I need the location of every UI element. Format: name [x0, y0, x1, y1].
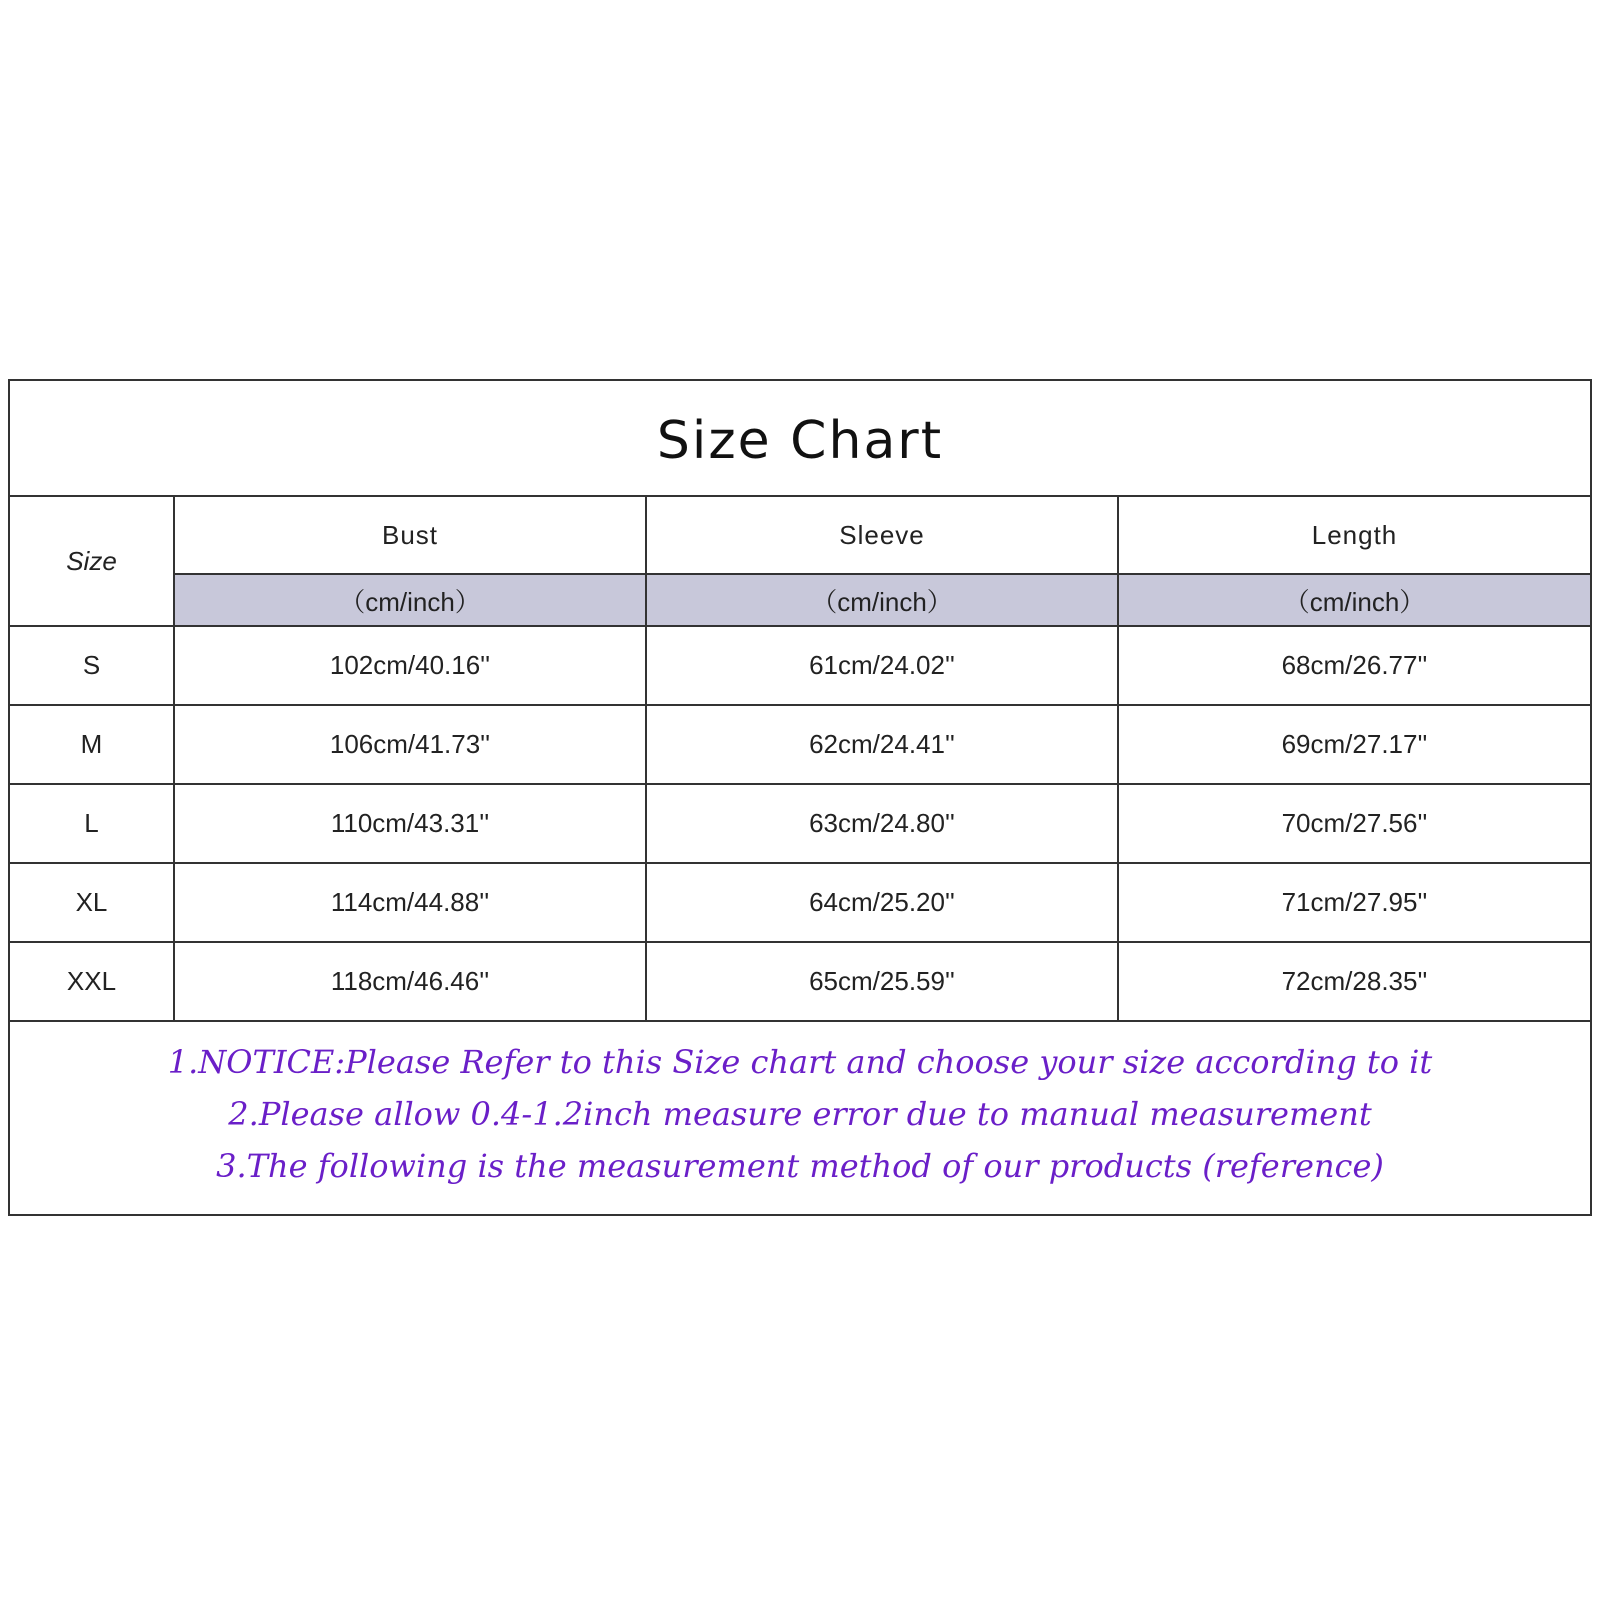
- table-row: [10, 942, 1590, 1021]
- table-row: [10, 705, 1590, 784]
- sleeve-unit: （cm/inch）: [646, 574, 1118, 626]
- sleeve-cell: 61cm/24.02'': [646, 626, 1118, 705]
- length-cell: 71cm/27.95'': [1118, 863, 1590, 942]
- bust-cell: 110cm/43.31'': [174, 784, 646, 863]
- size-chart: [8, 379, 1592, 1216]
- size-cell: M: [10, 705, 174, 784]
- title-row: [10, 381, 1590, 497]
- table-row: [10, 626, 1590, 705]
- notes-section: [10, 1014, 1590, 1214]
- bust-unit: （cm/inch）: [174, 574, 646, 626]
- size-column-header: Size: [10, 497, 174, 626]
- bust-cell: 106cm/41.73'': [174, 705, 646, 784]
- bust-cell: 114cm/44.88'': [174, 863, 646, 942]
- size-cell: S: [10, 626, 174, 705]
- length-cell: 72cm/28.35'': [1118, 942, 1590, 1021]
- length-cell: 68cm/26.77'': [1118, 626, 1590, 705]
- sleeve-cell: 64cm/25.20'': [646, 863, 1118, 942]
- note-line: 3.The following is the measurement method of our products (reference): [216, 1147, 1384, 1185]
- note-line: 2.Please allow 0.4-1.2inch measure error due to manual measurement: [228, 1095, 1372, 1133]
- size-cell: L: [10, 784, 174, 863]
- sleeve-cell: 65cm/25.59'': [646, 942, 1118, 1021]
- length-cell: 69cm/27.17'': [1118, 705, 1590, 784]
- size-table: [10, 497, 1590, 1022]
- bust-cell: 118cm/46.46'': [174, 942, 646, 1021]
- bust-column-header: Bust: [174, 497, 646, 574]
- sleeve-cell: 62cm/24.41'': [646, 705, 1118, 784]
- note-line: 1.NOTICE:Please Refer to this Size chart and choose your size according to it: [167, 1043, 1433, 1081]
- size-cell: XL: [10, 863, 174, 942]
- sleeve-cell: 63cm/24.80'': [646, 784, 1118, 863]
- header-row: [10, 497, 1590, 574]
- chart-title: Size Chart: [656, 411, 944, 471]
- unit-row: [10, 574, 1590, 626]
- length-cell: 70cm/27.56'': [1118, 784, 1590, 863]
- table-row: [10, 863, 1590, 942]
- size-cell: XXL: [10, 942, 174, 1021]
- table-row: [10, 784, 1590, 863]
- bust-cell: 102cm/40.16'': [174, 626, 646, 705]
- sleeve-column-header: Sleeve: [646, 497, 1118, 574]
- length-column-header: Length: [1118, 497, 1590, 574]
- length-unit: （cm/inch）: [1118, 574, 1590, 626]
